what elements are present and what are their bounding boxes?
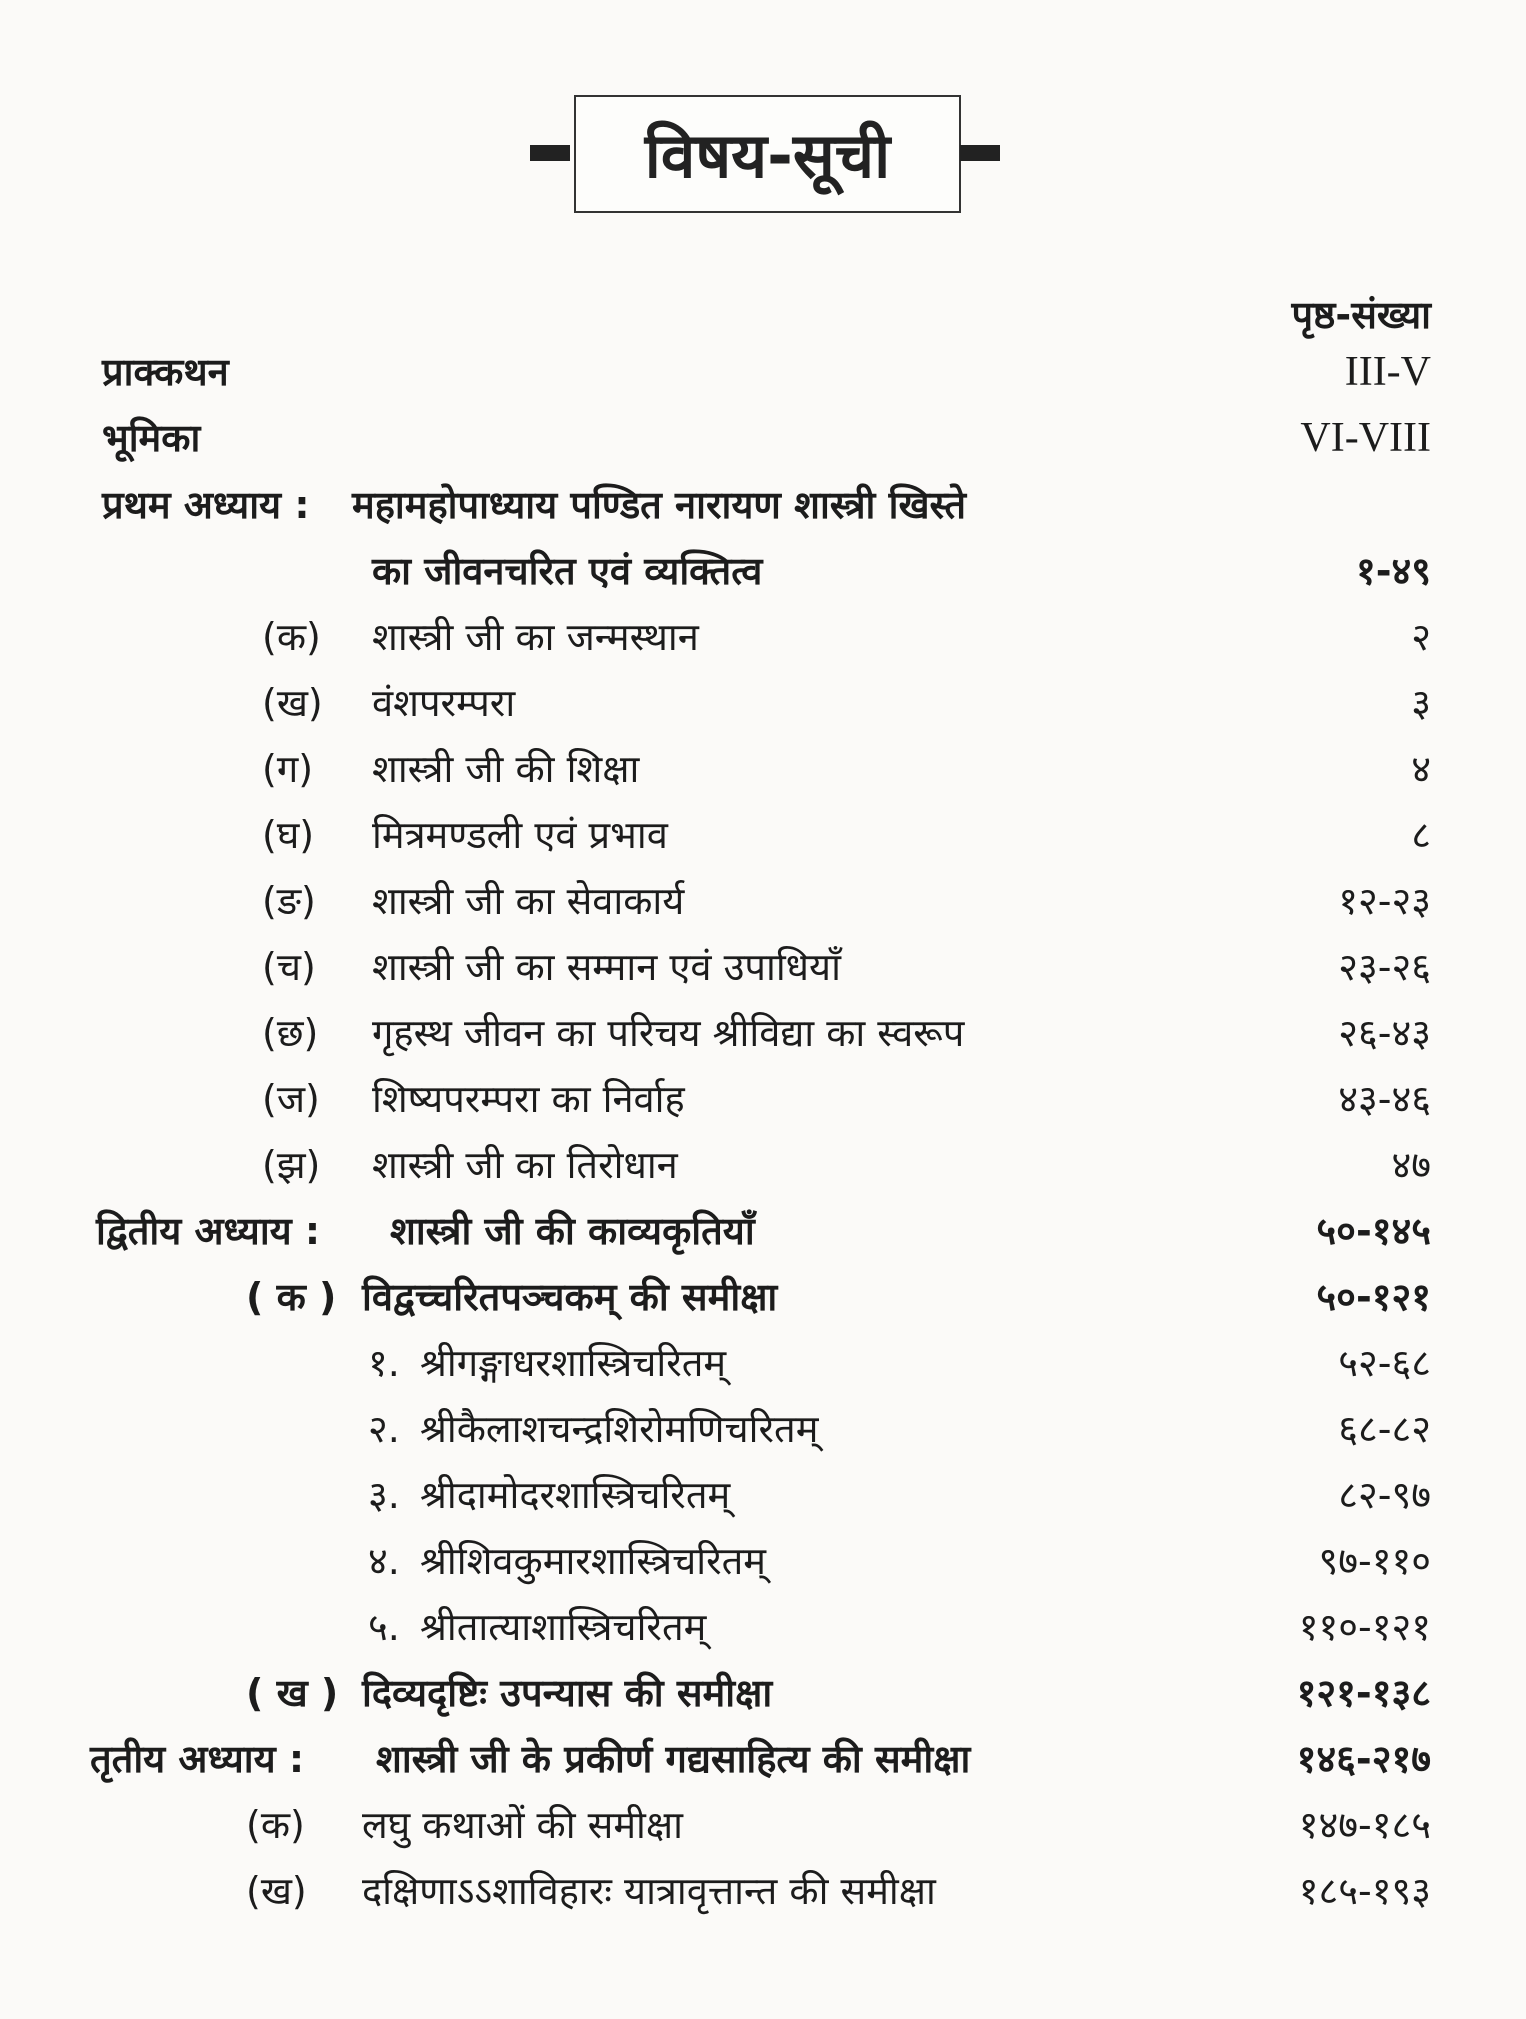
entry-text: लघु कथाओं की समीक्षा (362, 1803, 683, 1847)
entry-text: शास्त्री जी का सम्मान एवं उपाधियाँ (372, 945, 841, 989)
entry-pages: ४३-४६ (1338, 1077, 1431, 1121)
entry-pages: ५०-१२१ (1316, 1275, 1431, 1319)
entry-pages: १-४९ (1355, 549, 1431, 593)
chapter-title-cont: का जीवनचरित एवं व्यक्तित्व (372, 549, 763, 593)
entry-text: श्रीशिवकुमारशास्त्रिचरितम् (420, 1539, 767, 1583)
toc-entry (0, 1135, 1526, 1195)
entry-pages: २३-२६ (1338, 945, 1431, 989)
entry-mark: (ग) (262, 747, 314, 791)
entry-text: श्रीकैलाशचन्द्रशिरोमणिचरितम् (420, 1407, 819, 1451)
entry-text: भूमिका (102, 416, 201, 460)
entry-text: मित्रमण्डली एवं प्रभाव (372, 813, 668, 857)
entry-mark: (क) (246, 1803, 305, 1847)
toc-entry (0, 673, 1526, 733)
entry-text: दक्षिणाऽऽशाविहारः यात्रावृत्तान्त की समीक्षा (362, 1869, 936, 1913)
entry-mark: ५. (368, 1605, 400, 1649)
entry-pages: ६८-८२ (1338, 1407, 1431, 1451)
entry-pages: ८२-९७ (1338, 1473, 1431, 1517)
entry-pages: ५२-६८ (1338, 1341, 1431, 1385)
entry-mark: (झ) (262, 1143, 321, 1187)
entry-pages: १२१-१३८ (1296, 1671, 1431, 1715)
title-banner (530, 95, 1000, 220)
toc-entry (0, 871, 1526, 931)
entry-text: वंशपरम्परा (372, 681, 516, 725)
page-number-header-row (0, 285, 1526, 345)
entry-text: श्रीगङ्गाधरशास्त्रिचरितम् (420, 1341, 727, 1385)
toc-chapter-1 (0, 475, 1526, 535)
chapter-title: शास्त्री जी की काव्यकृतियाँ (390, 1209, 755, 1253)
entry-pages: १२-२३ (1338, 879, 1431, 923)
toc-entry (0, 937, 1526, 997)
title-bar-left (530, 145, 570, 161)
entry-text: शास्त्री जी का तिरोधान (372, 1143, 678, 1187)
chapter-title: शास्त्री जी के प्रकीर्ण गद्यसाहित्य की समीक्षा (376, 1737, 971, 1781)
entry-mark: ३. (368, 1473, 400, 1517)
toc-entry-bhumika (0, 408, 1526, 468)
entry-mark: (घ) (262, 813, 315, 857)
entry-mark: (ख) (262, 681, 323, 725)
toc-entry (0, 1267, 1526, 1327)
entry-mark: (ज) (262, 1077, 320, 1121)
entry-mark: (छ) (262, 1011, 319, 1055)
toc-entry-prakkathan (0, 342, 1526, 402)
toc-entry (0, 1399, 1526, 1459)
entry-pages: ८ (1411, 813, 1431, 857)
entry-pages: २ (1411, 615, 1431, 659)
entry-mark: (च) (262, 945, 316, 989)
toc-entry (0, 739, 1526, 799)
toc-chapter-1-cont (0, 541, 1526, 601)
toc-entry (0, 805, 1526, 865)
entry-text: गृहस्थ जीवन का परिचय श्रीविद्या का स्वरूप (372, 1011, 965, 1055)
toc-chapter-2 (0, 1201, 1526, 1261)
entry-text: विद्वच्चरितपञ्चकम् की समीक्षा (362, 1275, 778, 1319)
toc-entry (0, 1531, 1526, 1591)
entry-text: शास्त्री जी का सेवाकार्य (372, 879, 685, 923)
entry-pages: ११०-१२१ (1298, 1605, 1431, 1649)
toc-entry (0, 1333, 1526, 1393)
toc-entry (0, 607, 1526, 667)
entry-text: श्रीतात्याशास्त्रिचरितम् (420, 1605, 707, 1649)
page-number-header: पृष्ठ-संख्या (1291, 293, 1431, 337)
entry-pages: ९७-११० (1318, 1539, 1431, 1583)
toc-chapter-3 (0, 1729, 1526, 1789)
toc-entry (0, 1663, 1526, 1723)
chapter-label: द्वितीय अध्याय : (96, 1209, 321, 1253)
chapter-label: तृतीय अध्याय : (90, 1737, 305, 1781)
entry-mark: ४. (368, 1539, 400, 1583)
entry-mark: २. (368, 1407, 400, 1451)
entry-pages: ४ (1411, 747, 1431, 791)
entry-text: शास्त्री जी का जन्मस्थान (372, 615, 699, 659)
chapter-label: प्रथम अध्याय : (102, 483, 310, 527)
entry-pages: ५०-१४५ (1316, 1209, 1431, 1253)
entry-pages: VI-VIII (1300, 415, 1431, 461)
entry-text: शास्त्री जी की शिक्षा (372, 747, 640, 791)
page-title: विषय-सूची (574, 95, 961, 213)
entry-pages: १८५-१९३ (1298, 1869, 1431, 1913)
entry-text: श्रीदामोदरशास्त्रिचरितम् (420, 1473, 731, 1517)
entry-text: शिष्यपरम्परा का निर्वाह (372, 1077, 685, 1121)
toc-entry (0, 1465, 1526, 1525)
toc-entry (0, 1861, 1526, 1921)
entry-text: प्राक्कथन (102, 350, 229, 394)
title-bar-right (960, 145, 1000, 161)
toc-entry (0, 1003, 1526, 1063)
entry-text: दिव्यदृष्टिः उपन्यास की समीक्षा (362, 1671, 773, 1715)
entry-mark: (ङ) (262, 879, 316, 923)
toc-entry (0, 1597, 1526, 1657)
entry-mark: १. (368, 1341, 400, 1385)
entry-mark: ( ख ) (246, 1671, 339, 1715)
entry-mark: ( क ) (246, 1275, 337, 1319)
entry-mark: (क) (262, 615, 321, 659)
entry-pages: ३ (1411, 681, 1431, 725)
entry-pages: २६-४३ (1338, 1011, 1431, 1055)
entry-mark: (ख) (246, 1869, 307, 1913)
entry-pages: ४७ (1391, 1143, 1431, 1187)
entry-pages: १४७-१८५ (1298, 1803, 1431, 1847)
toc-entry (0, 1795, 1526, 1855)
chapter-title: महामहोपाध्याय पण्डित नारायण शास्त्री खिस्ते (352, 483, 966, 527)
toc-entry (0, 1069, 1526, 1129)
entry-pages: १४६-२१७ (1296, 1737, 1431, 1781)
entry-pages: III-V (1344, 349, 1431, 395)
